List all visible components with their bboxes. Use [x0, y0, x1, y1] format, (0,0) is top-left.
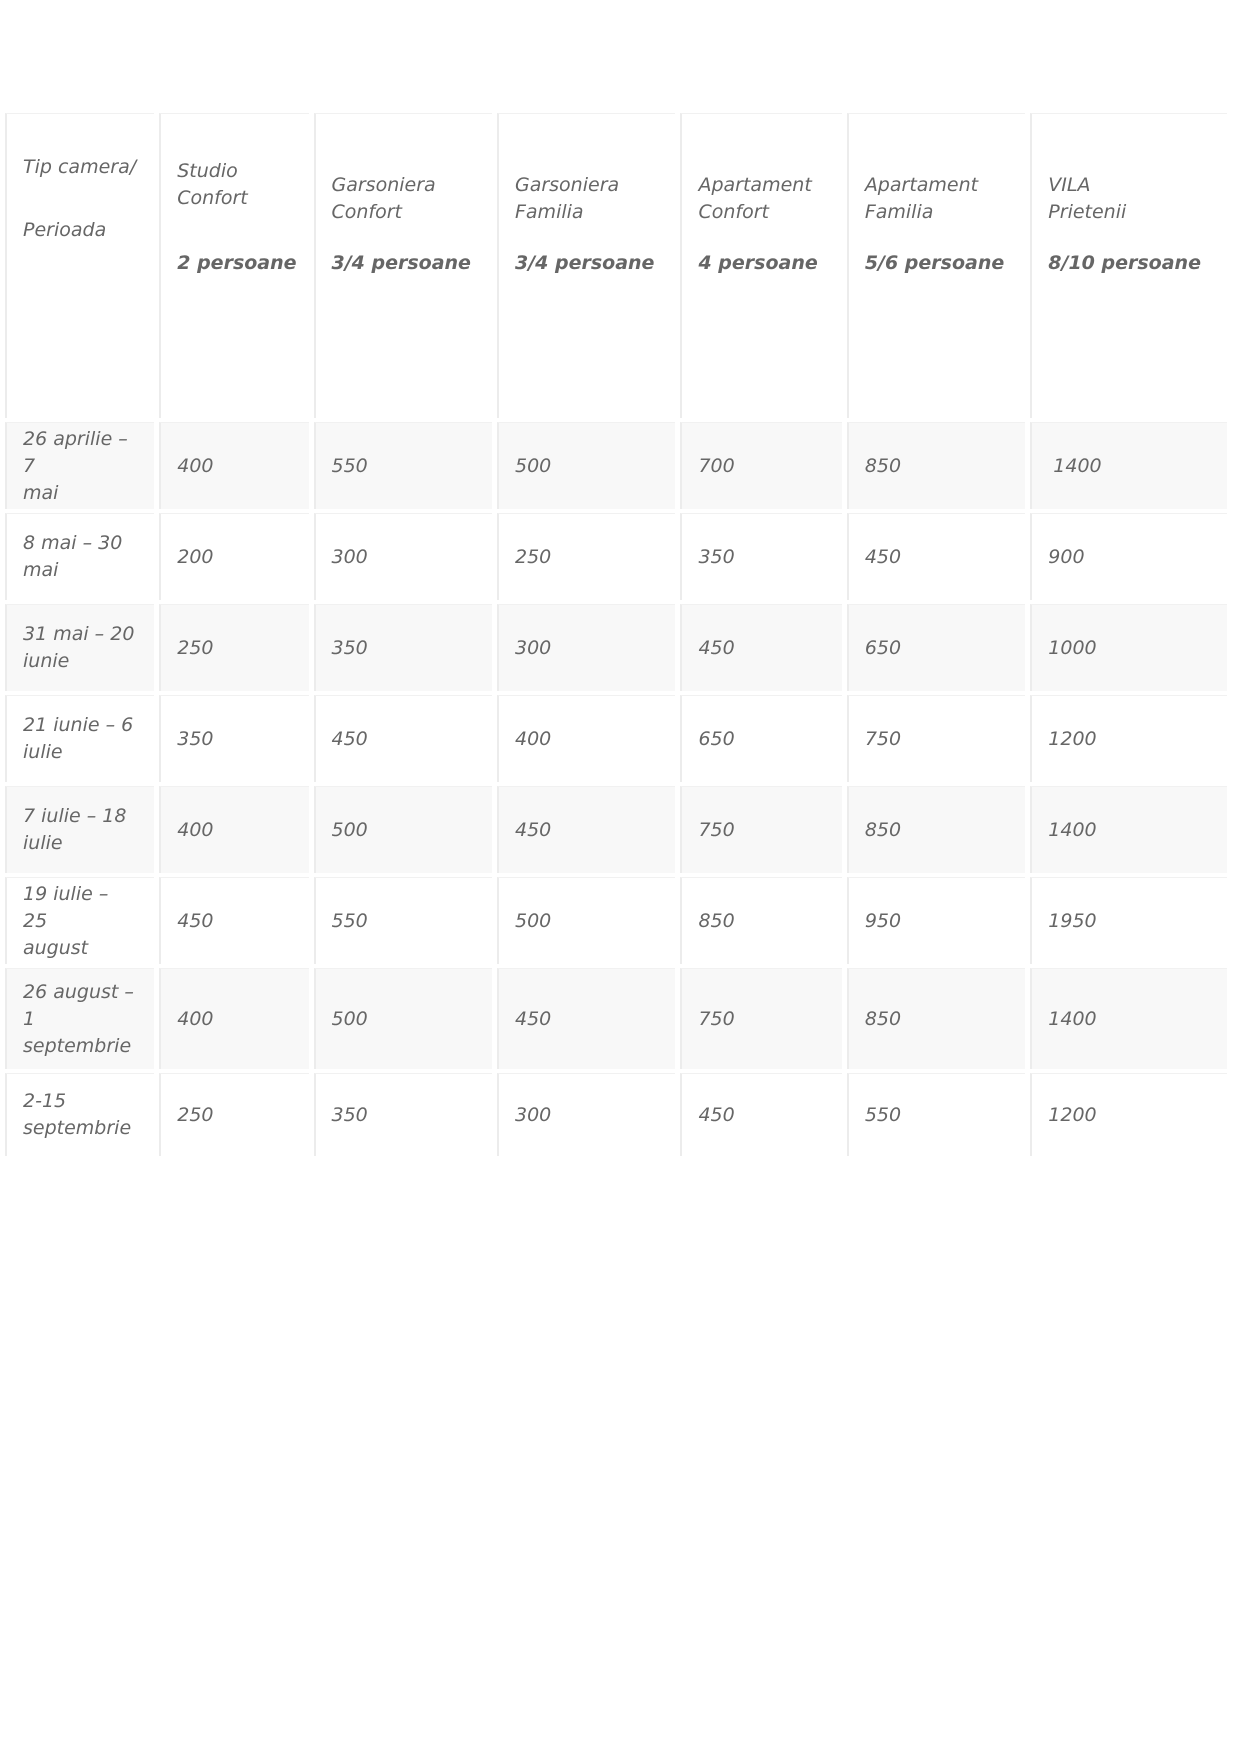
period-line2: mai [23, 559, 59, 581]
period-line2: mai [23, 481, 59, 504]
period-line2: 1 septembrie [23, 1007, 132, 1057]
price-cell: 350 [314, 1073, 492, 1156]
period-cell [5, 1073, 154, 1156]
price-cell: 550 [314, 877, 492, 964]
price-table-container [5, 113, 1222, 1160]
room-name-line1: Apartament [864, 174, 979, 196]
room-name-line1: VILA [1048, 174, 1091, 196]
header-cell-studio-confort [159, 113, 308, 418]
period-cell [5, 695, 154, 782]
price-cell: 1400 [1030, 422, 1227, 509]
room-capacity: 3/4 persoane [331, 252, 471, 274]
table-row [5, 1073, 1227, 1156]
price-cell: 450 [497, 786, 675, 873]
price-cell: 350 [159, 695, 308, 782]
price-cell: 700 [680, 422, 841, 509]
price-cell: 850 [847, 422, 1025, 509]
price-cell: 200 [159, 513, 308, 600]
price-cell: 250 [159, 1073, 308, 1156]
corner-label-period: Perioada [23, 219, 107, 241]
price-cell: 450 [314, 695, 492, 782]
price-cell: 650 [847, 604, 1025, 691]
table-row [5, 695, 1227, 782]
price-cell: 500 [314, 968, 492, 1069]
price-cell: 500 [497, 877, 675, 964]
header-cell-apartament-familia [847, 113, 1025, 418]
price-cell: 1400 [1030, 968, 1227, 1069]
period-line2: iulie [23, 832, 63, 854]
price-table [0, 109, 1232, 1160]
period-line2: septembrie [23, 1117, 132, 1139]
table-row [5, 786, 1227, 873]
room-name-line2: Confort [177, 187, 248, 209]
period-cell [5, 604, 154, 691]
price-cell: 750 [680, 786, 841, 873]
price-cell: 750 [680, 968, 841, 1069]
room-name-line1: Apartament [698, 174, 812, 196]
header-cell-vila-prietenii [1030, 113, 1227, 418]
price-cell: 850 [680, 877, 841, 964]
period-line2: iunie [23, 650, 70, 672]
room-name-line1: Garsoniera [331, 174, 436, 196]
price-cell: 1000 [1030, 604, 1227, 691]
price-cell: 400 [159, 968, 308, 1069]
period-line1: 21 iunie – 6 [23, 714, 134, 736]
period-line1: 2-15 [23, 1090, 67, 1112]
period-line1: 31 mai – 20 [23, 623, 135, 645]
room-capacity: 3/4 persoane [514, 252, 655, 274]
price-cell: 750 [847, 695, 1025, 782]
price-cell: 850 [847, 786, 1025, 873]
table-header-row [5, 113, 1227, 418]
period-line1: 8 mai – 30 [23, 532, 123, 554]
room-name-line1: Studio [177, 160, 238, 182]
table-row [5, 968, 1227, 1069]
price-cell: 300 [497, 604, 675, 691]
price-cell: 300 [314, 513, 492, 600]
price-cell: 550 [847, 1073, 1025, 1156]
room-capacity: 4 persoane [698, 252, 818, 274]
price-cell: 450 [159, 877, 308, 964]
table-row [5, 604, 1227, 691]
corner-header-cell [5, 113, 154, 418]
period-line1: 7 iulie – 18 [23, 805, 127, 827]
price-cell: 900 [1030, 513, 1227, 600]
room-name-line2: Confort [331, 201, 403, 223]
price-cell: 350 [680, 513, 841, 600]
price-cell: 1200 [1030, 695, 1227, 782]
table-row [5, 513, 1227, 600]
header-cell-apartament-confort [680, 113, 841, 418]
price-cell: 950 [847, 877, 1025, 964]
period-cell [5, 877, 154, 964]
price-cell: 500 [314, 786, 492, 873]
period-line1: 19 iulie – 25 [23, 882, 109, 932]
room-capacity: 2 persoane [177, 252, 297, 274]
price-cell: 450 [680, 1073, 841, 1156]
price-cell: 550 [314, 422, 492, 509]
price-cell: 1200 [1030, 1073, 1227, 1156]
price-cell: 250 [497, 513, 675, 600]
period-cell [5, 786, 154, 873]
price-cell: 250 [159, 604, 308, 691]
price-cell: 400 [497, 695, 675, 782]
table-row [5, 877, 1227, 964]
header-cell-garsoniera-confort [314, 113, 492, 418]
room-name-line2: Familia [864, 201, 934, 223]
room-name-line2: Confort [698, 201, 769, 223]
price-cell: 650 [680, 695, 841, 782]
room-capacity: 8/10 persoane [1048, 252, 1201, 274]
price-cell: 450 [847, 513, 1025, 600]
price-cell: 450 [680, 604, 841, 691]
price-cell: 1400 [1030, 786, 1227, 873]
price-cell: 850 [847, 968, 1025, 1069]
period-cell [5, 968, 154, 1069]
price-cell: 450 [497, 968, 675, 1069]
period-line1: 26 aprilie – 7 [23, 427, 128, 477]
corner-label-room-type: Tip camera/ [23, 156, 137, 178]
room-name-line2: Prietenii [1048, 201, 1127, 223]
price-cell: 300 [497, 1073, 675, 1156]
table-row [5, 422, 1227, 509]
price-cell: 350 [314, 604, 492, 691]
header-cell-garsoniera-familia [497, 113, 675, 418]
price-cell: 1950 [1030, 877, 1227, 964]
room-name-line2: Familia [514, 201, 584, 223]
room-name-line1: Garsoniera [514, 174, 620, 196]
price-cell: 400 [159, 786, 308, 873]
price-cell: 500 [497, 422, 675, 509]
period-line2: iulie [23, 741, 63, 763]
period-cell [5, 513, 154, 600]
period-line1: 26 august – [23, 980, 134, 1003]
price-cell: 400 [159, 422, 308, 509]
period-cell [5, 422, 154, 509]
period-line2: august [23, 936, 89, 959]
room-capacity: 5/6 persoane [864, 252, 1005, 274]
